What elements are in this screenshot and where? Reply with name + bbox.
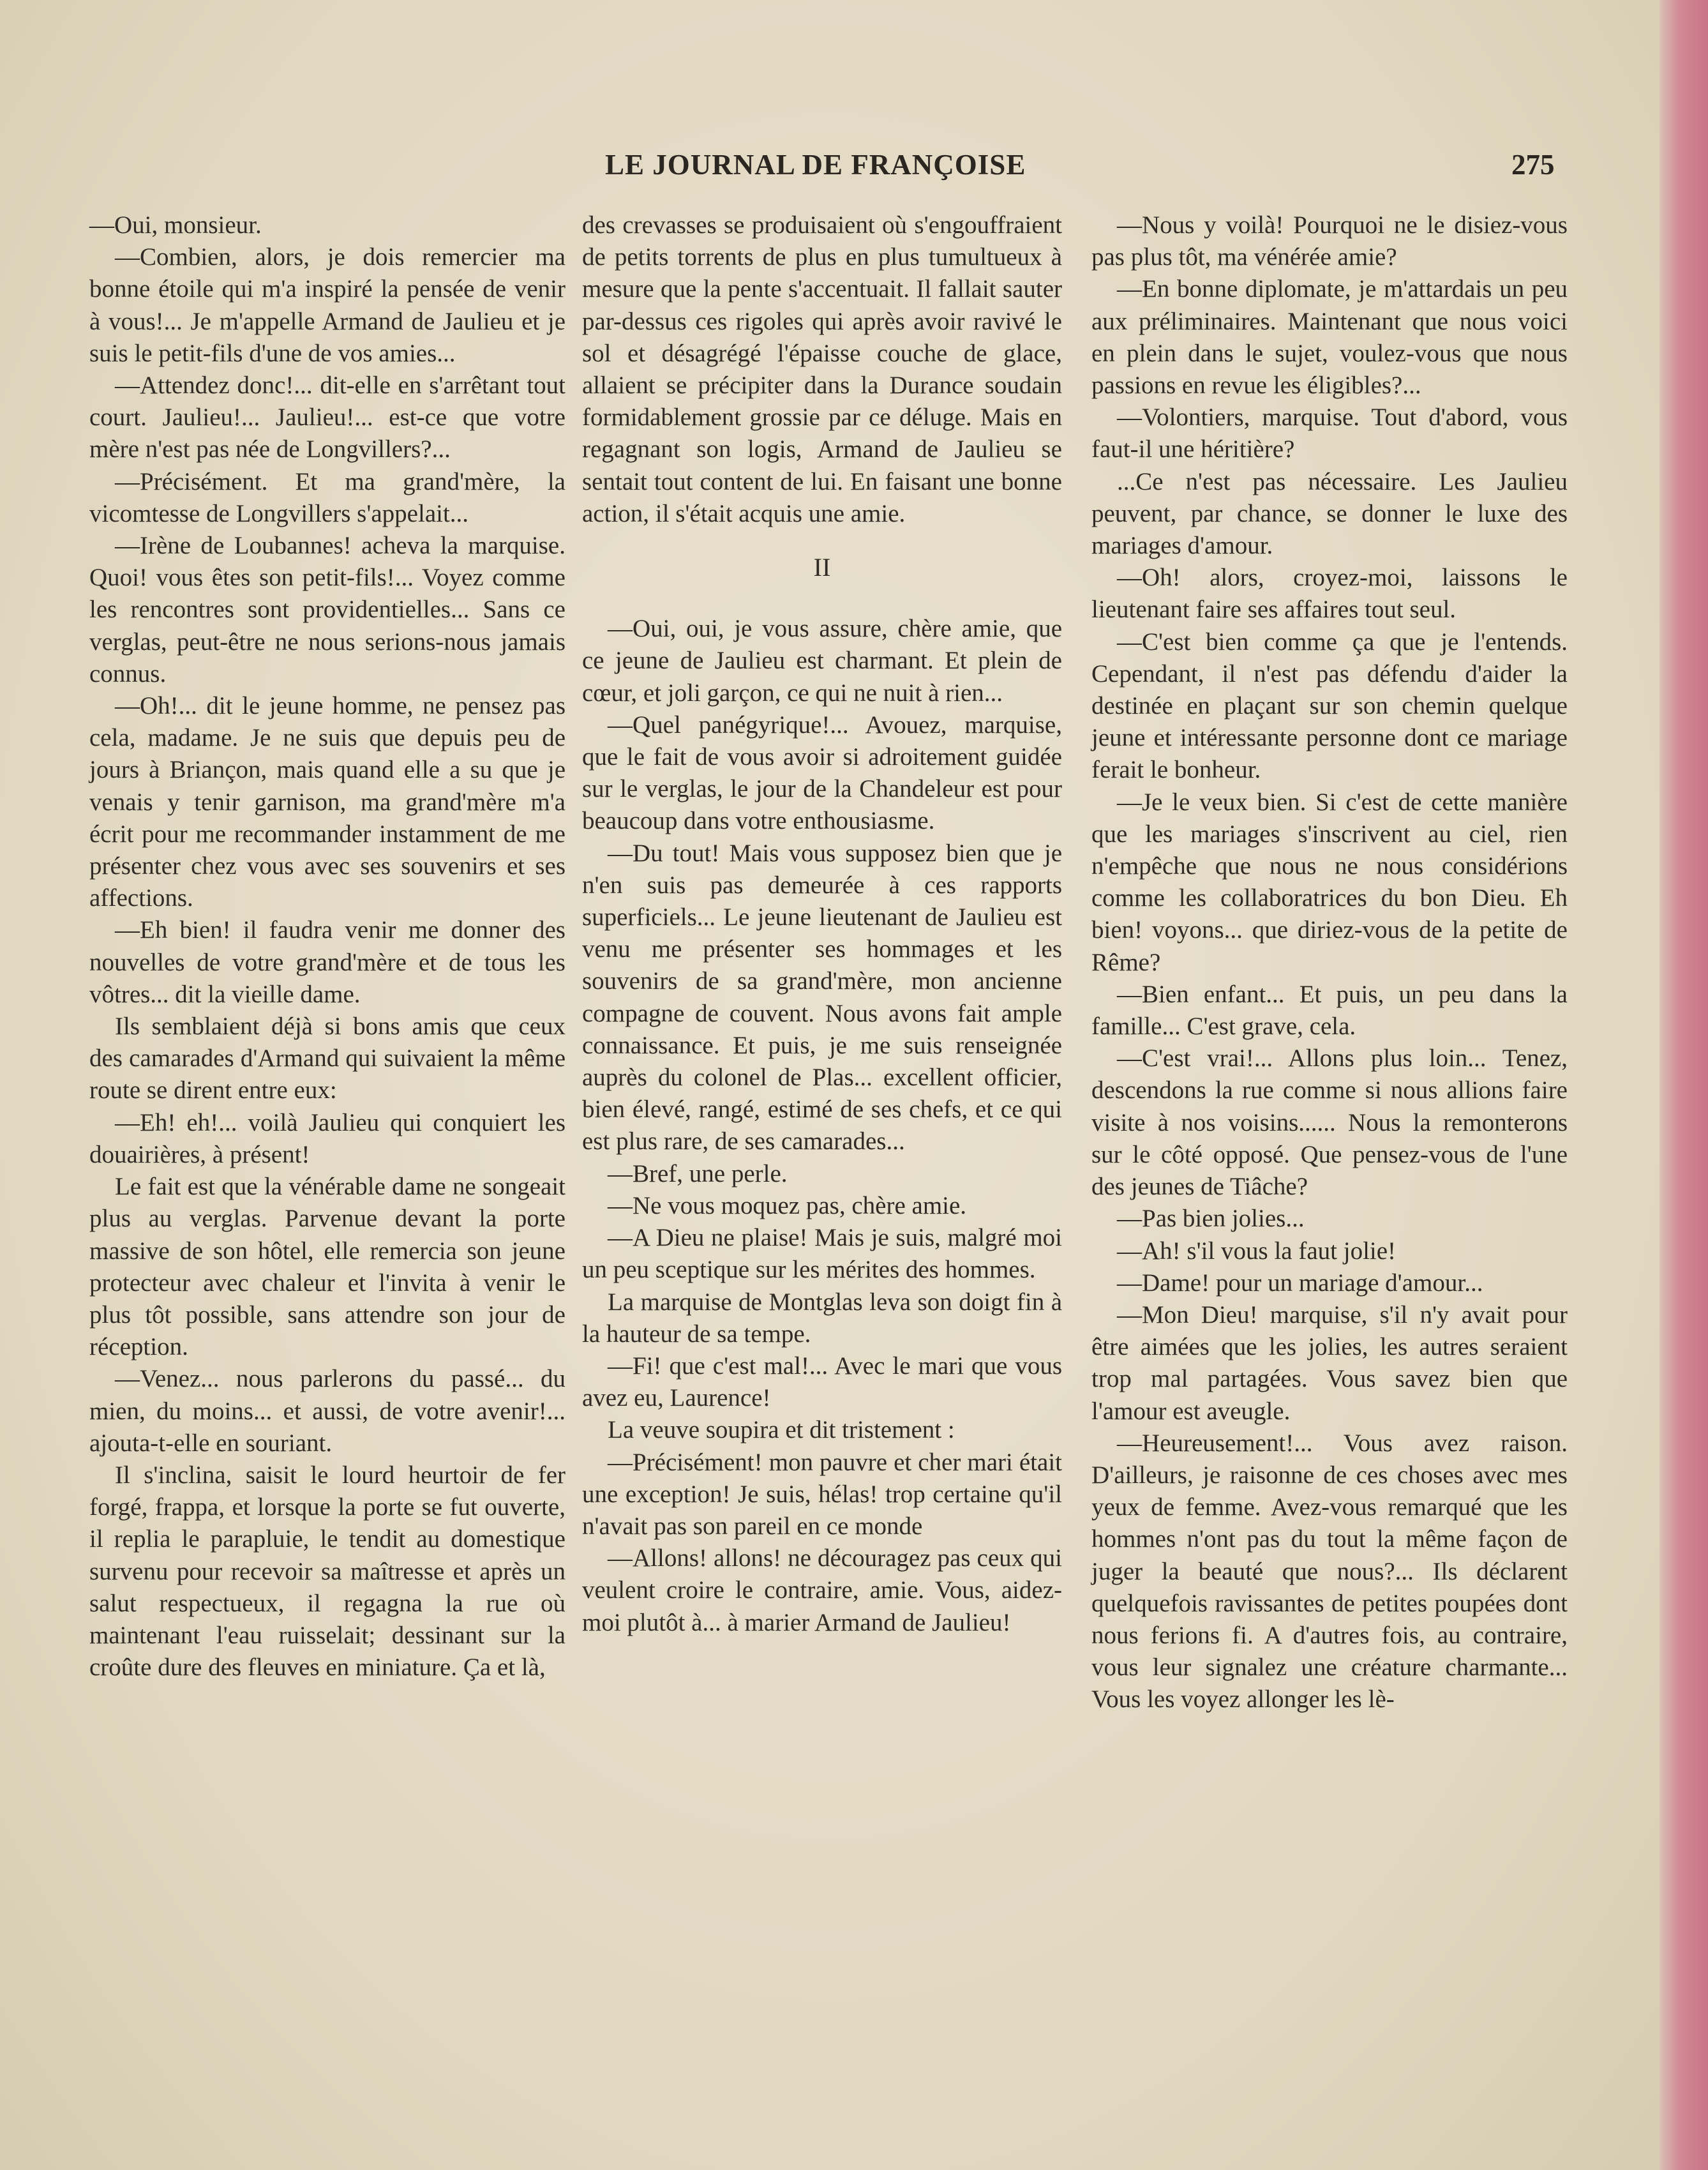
text-column-1: [89, 209, 566, 1684]
text-column-3: [1091, 209, 1568, 1716]
paragraph: —Oh! alors, croyez-moi, laissons le lieutenant faire ses affaires tout seul.: [1091, 564, 1568, 624]
paragraph: La marquise de Montglas leva son doigt fin à la hauteur de sa tempe.: [582, 1288, 1062, 1348]
paragraph: —Oui, monsieur.: [89, 211, 262, 239]
paragraph: —Bien enfant... Et puis, un peu dans la famille... C'est grave, cela.: [1091, 980, 1568, 1041]
paragraph: ...Ce n'est pas nécessaire. Les Jaulieu peuvent, par chance, se donner le luxe des mariages d'amour.: [1091, 467, 1568, 560]
paragraph: —Irène de Loubannes! acheva la marquise. Quoi! vous êtes son petit-fils!... Voyez comme les rencontres sont providentielles... Sans ce verglas, peut-être ne nous serions-nous jamais connus.: [89, 532, 566, 688]
paragraph: —Précisément! mon pauvre et cher mari était une exception! Je suis, hélas! trop certaine qu'il n'avait pas son pareil en ce monde: [582, 1448, 1062, 1540]
paragraph: —Je le veux bien. Si c'est de cette manière que les mariages s'inscrivent au ciel, rien n'empêche que nous ne nous considérions comme les collaboratrices du bon Dieu. Eh bien! voyons... que diriez-vous de la petite de Rême?: [1091, 788, 1568, 976]
paragraph: —Mon Dieu! marquise, s'il n'y avait pour être aimées que les jolies, les autres seraient trop mal partagées. Vous savez bien que l'amour est aveugle.: [1091, 1300, 1568, 1425]
paragraph: —Attendez donc!... dit-elle en s'arrêtant tout court. Jaulieu!... Jaulieu!... est-ce que votre mère n'est pas née de Longvillers?...: [89, 372, 566, 463]
paragraph: —Fi! que c'est mal!... Avec le mari que vous avez eu, Laurence!: [582, 1352, 1062, 1412]
section-numeral: II: [813, 553, 831, 582]
paragraph: Le fait est que la vénérable dame ne songeait plus au verglas. Parvenue devant la porte massive de son hôtel, elle remercia son jeune protecteur avec chaleur et l'invita à venir le plus tôt possible, sans attendre son jour de réception.: [89, 1173, 566, 1361]
paragraph: Ils semblaient déjà si bons amis que ceux des camarades d'Armand qui suivaient la même route se dirent entre eux:: [89, 1013, 566, 1104]
paragraph: —Nous y voilà! Pourquoi ne le disiez-vous pas plus tôt, ma vénérée amie?: [1091, 211, 1568, 271]
paragraph: —Du tout! Mais vous supposez bien que je n'en suis pas demeurée à ces rapports superficiels... Le jeune lieutenant de Jaulieu est venu me présenter ses hommages et les souvenirs de sa grand'mère, mon ancienne compagne de couvent. Nous avons fait ample connaissance. Et puis, je me suis renseignée auprès du colonel de Plas... excellent officier, bien élevé, rangé, estimé de ses chefs, et ce qui est plus rare, de ses camarades...: [582, 839, 1062, 1156]
paragraph: —Quel panégyrique!... Avouez, marquise, que le fait de vous avoir si adroitement guidée sur le verglas, le jour de la Chandeleur est pour beaucoup dans votre enthousiasme.: [582, 711, 1062, 835]
paragraph: —En bonne diplomate, je m'attardais un peu aux préliminaires. Maintenant que nous voici en plein dans le sujet, voulez-vous que nous passions en revue les éligibles?...: [1091, 275, 1568, 400]
paragraph-continuation: des crevasses se produisaient où s'engouffraient de petits torrents de plus en plus tumultueux à mesure que la pente s'accentuait. Il fallait sauter par-dessus ces rigoles qui après avoir ravivé le sol et désagrégé l'épaisse couche de glace, allaient se précipiter dans la Durance soudain formidablement grossie par ce déluge. Mais en regagnant son logis, Armand de Jaulieu se sentait tout content de lui. En faisant une bonne action, il s'était acquis une amie.: [582, 211, 1062, 527]
paragraph: —Pas bien jolies...: [1117, 1205, 1305, 1233]
paragraph: Il s'inclina, saisit le lourd heurtoir de fer forgé, frappa, et lorsque la porte se fut ouverte, il replia le parapluie, le tendit au domestique survenu pour recevoir sa maîtresse et après un salut respectueux, il regagna la rue où maintenant l'eau ruisselait; dessinant sur la croûte dure des fleuves en miniature. Ça et là,: [89, 1461, 566, 1682]
paragraph: —Venez... nous parlerons du passé... du mien, du moins... et aussi, de votre avenir!... ajouta-t-elle en souriant.: [89, 1365, 566, 1457]
paragraph: —C'est bien comme ça que je l'entends. Cependant, il n'est pas défendu d'aider la destinée en plaçant sur son chemin quelque jeune et intéressante personne dont ce mariage ferait le bonheur.: [1091, 628, 1568, 784]
paragraph: —A Dieu ne plaise! Mais je suis, malgré moi un peu sceptique sur les mérites des hommes.: [582, 1224, 1062, 1284]
journal-title: LE JOURNAL DE FRANÇOISE: [605, 149, 1026, 181]
text-column-2: [582, 209, 1062, 1639]
paragraph: —Dame! pour un mariage d'amour...: [1117, 1269, 1483, 1297]
paragraph: La veuve soupira et dit tristement :: [608, 1416, 955, 1444]
paragraph: —Heureusement!... Vous avez raison. D'ailleurs, je raisonne de ces choses avec mes yeux de femme. Avez-vous remarqué que les hommes n'ont pas du tout la même façon de juger la beauté que nous?... Ils déclarent quelquefois ravissantes de petites poupées dont nous ferions fi. A d'autres fois, au contraire, vous leur signalez une créature charmante... Vous les voyez allonger les lè-: [1091, 1429, 1568, 1714]
paragraph: —Précisément. Et ma grand'mère, la vicomtesse de Longvillers s'appelait...: [89, 467, 566, 527]
page-number: 275: [1511, 149, 1555, 181]
paragraph: —Oui, oui, je vous assure, chère amie, que ce jeune de Jaulieu est charmant. Et plein de cœur, et joli garçon, ce qui ne nuit à rien...: [582, 615, 1062, 707]
paragraph: —Ne vous moquez pas, chère amie.: [608, 1191, 967, 1219]
paragraph: —Oh!... dit le jeune homme, ne pensez pas cela, madame. Je ne suis que depuis peu de jours à Briançon, mais quand elle a su que je venais y tenir garnison, ma grand'mère m'a écrit pour me recommander instamment de me présenter chez vous avec ses souvenirs et ses affections.: [89, 692, 566, 912]
paragraph: —Volontiers, marquise. Tout d'abord, vous faut-il une héritière?: [1091, 403, 1568, 463]
paragraph: —Eh! eh!... voilà Jaulieu qui conquiert les douairières, à présent!: [89, 1108, 566, 1168]
paragraph: —Allons! allons! ne découragez pas ceux qui veulent croire le contraire, amie. Vous, aidez-moi plutôt à... à marier Armand de Jaulieu!: [582, 1544, 1062, 1636]
page-header: [0, 148, 1659, 193]
paragraph: —Eh bien! il faudra venir me donner des nouvelles de votre grand'mère et de tous les vôtres... dit la vieille dame.: [89, 916, 566, 1008]
paragraph: —C'est vrai!... Allons plus loin... Tenez, descendons la rue comme si nous allions faire visite à nos voisins...... Nous la remonterons sur le côté opposé. Que pensez-vous de l'une des jeunes de Tiâche?: [1091, 1044, 1568, 1201]
page-edge: [1659, 0, 1708, 2170]
paragraph: —Ah! s'il vous la faut jolie!: [1117, 1237, 1397, 1265]
paragraph: —Bref, une perle.: [608, 1159, 788, 1187]
paragraph: —Combien, alors, je dois remercier ma bonne étoile qui m'a inspiré la pensée de venir à vous!... Je m'appelle Armand de Jaulieu et je suis le petit-fils d'une de vos amies...: [89, 243, 566, 367]
